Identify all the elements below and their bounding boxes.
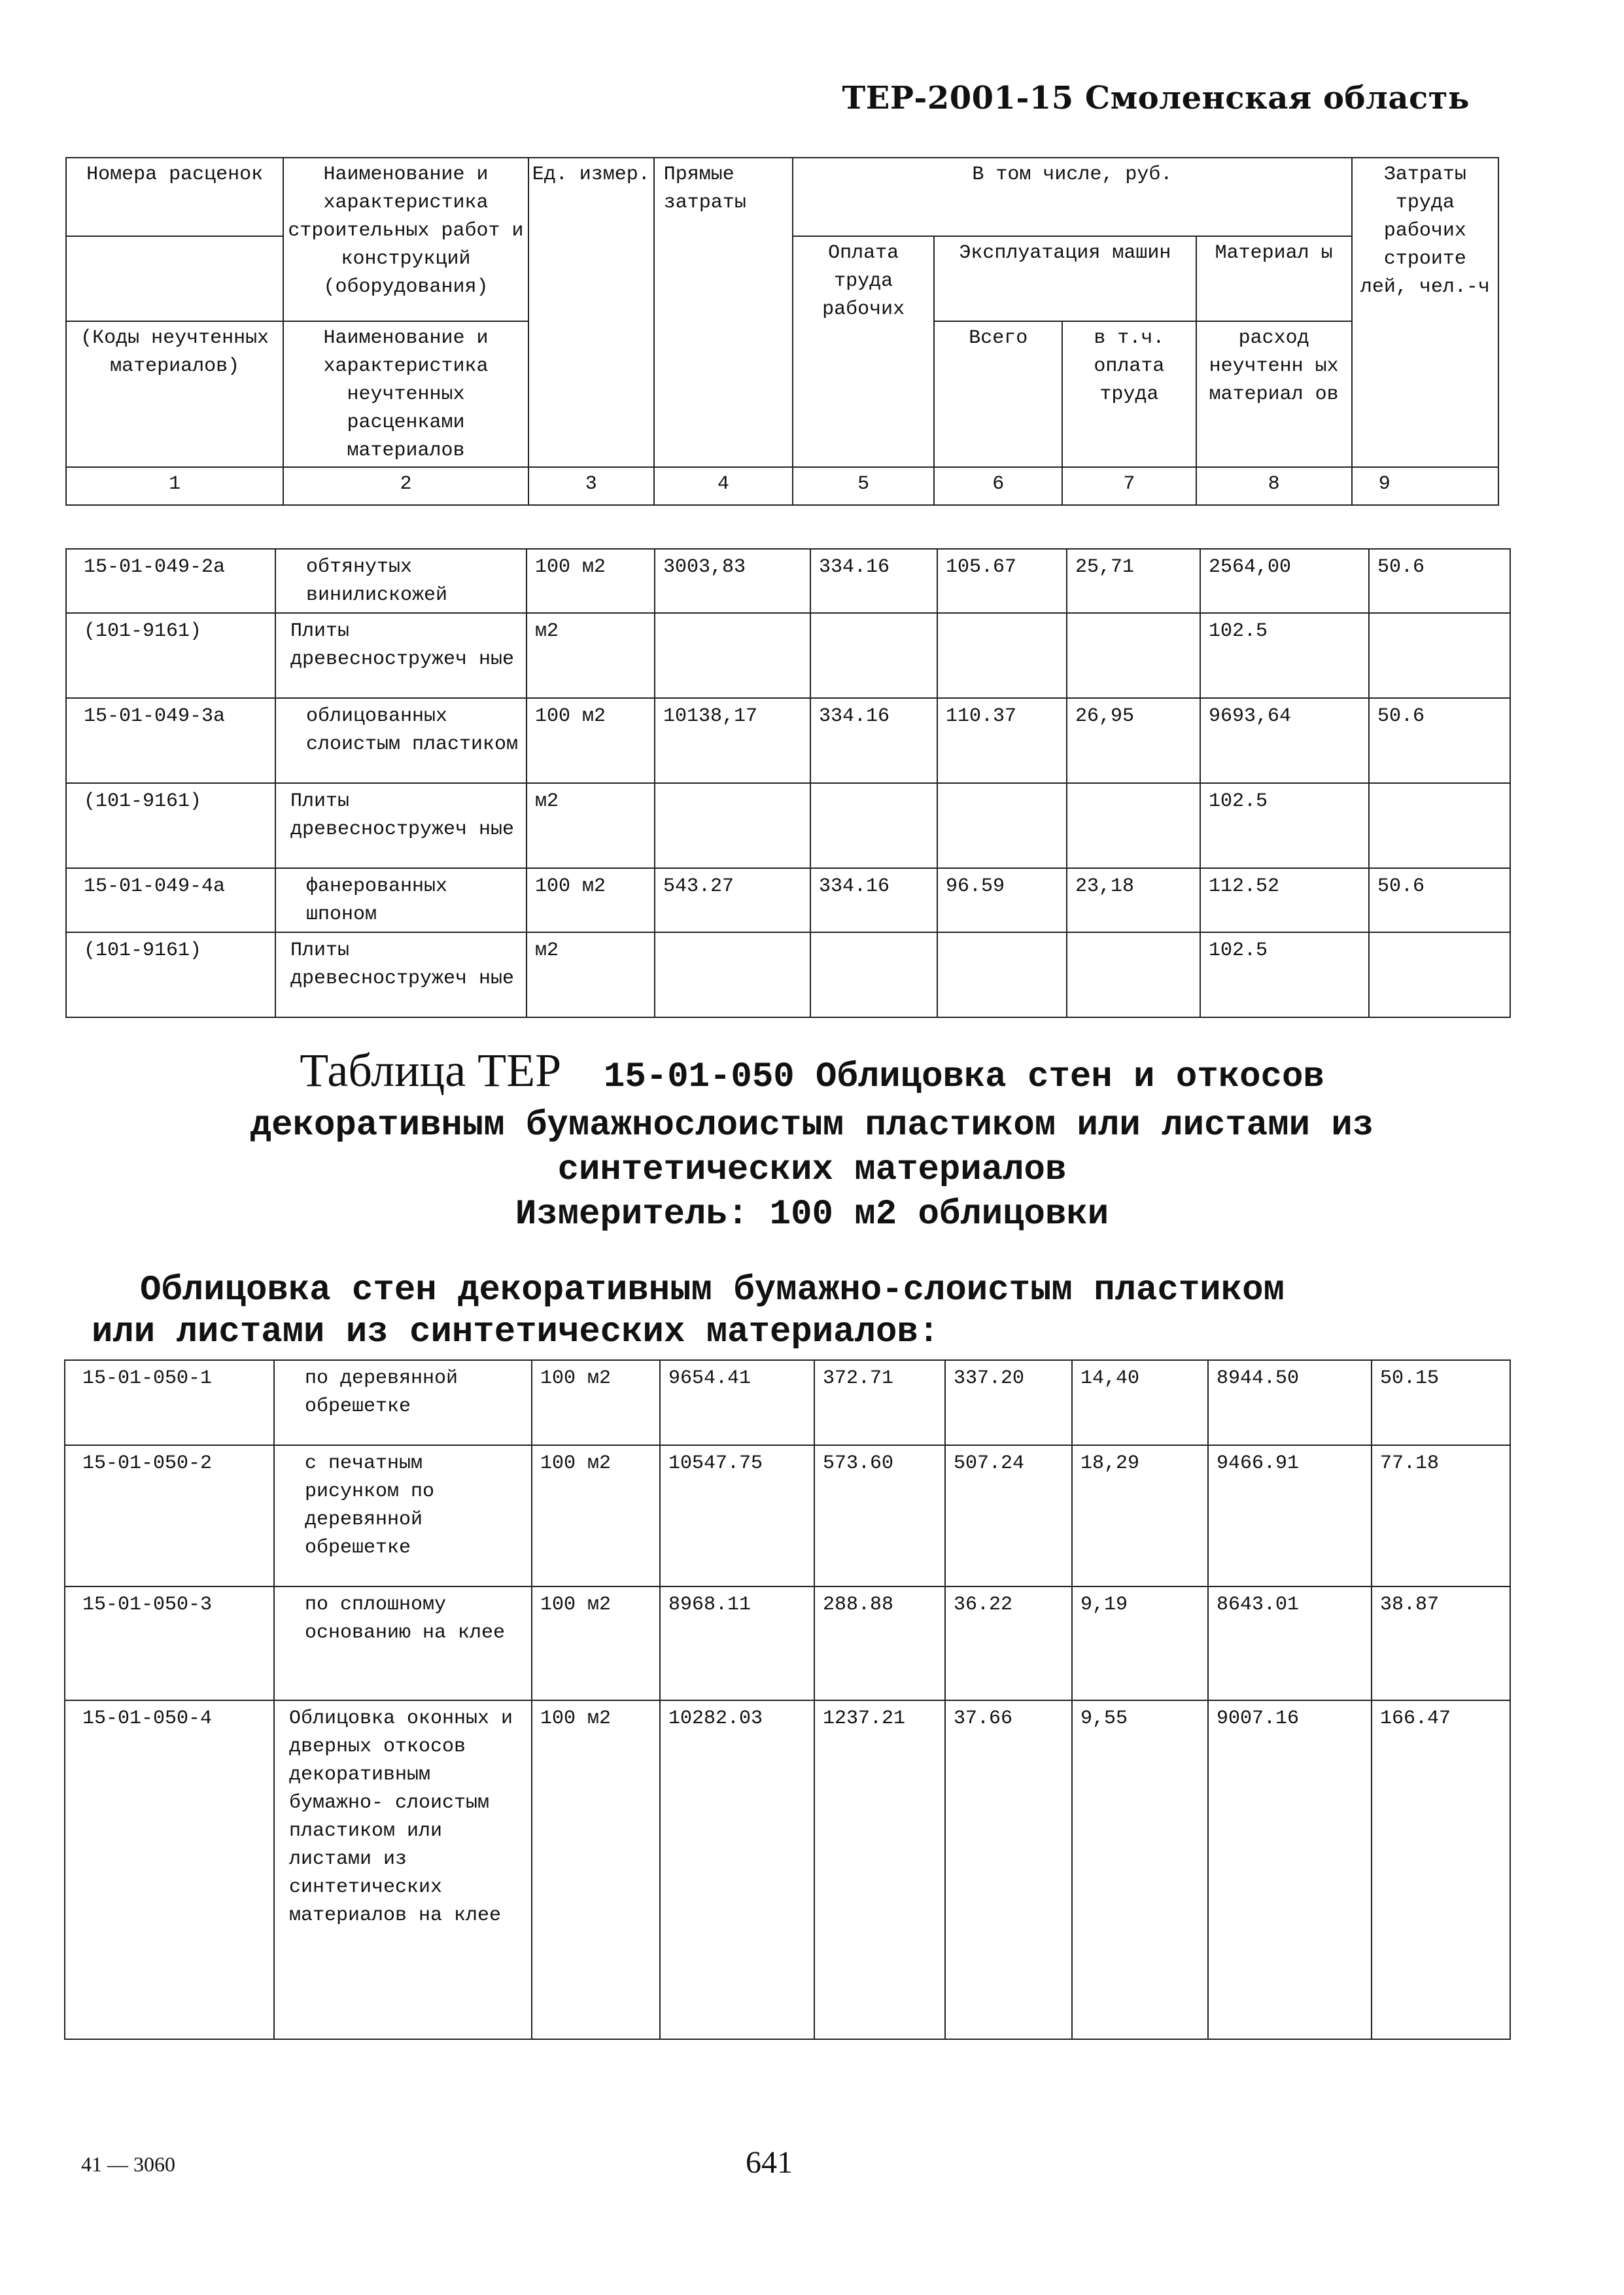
labor-hours: 50.15: [1372, 1360, 1510, 1445]
materials: 8643.01: [1208, 1586, 1372, 1700]
header-rate-number: Номера расценок: [66, 158, 283, 236]
machine-labor: 18,29: [1072, 1445, 1208, 1586]
machine-labor: [1067, 613, 1200, 698]
work-name: по деревянной обрешетке: [274, 1360, 532, 1445]
worker-pay: 573.60: [814, 1445, 945, 1586]
direct-costs: 10282.03: [660, 1700, 814, 2039]
work-name: облицованных слоистым пластиком: [275, 698, 527, 783]
unit: 100 м2: [532, 1445, 660, 1586]
material-name: Плиты древесностружеч ные: [275, 613, 527, 698]
header-direct-costs: Прямые затраты: [654, 158, 793, 467]
materials: 2564,00: [1200, 549, 1369, 613]
machine-total: 36.22: [945, 1586, 1072, 1700]
work-name: обтянутых винилискожей: [275, 549, 527, 613]
direct-costs: 3003,83: [655, 549, 810, 613]
machine-labor: 9,55: [1072, 1700, 1208, 2039]
header-labor-hours: Затраты труда рабочих строите лей, чел.-ч: [1352, 158, 1498, 467]
labor-hours: 166.47: [1372, 1700, 1510, 2039]
labor-hours: 50.6: [1369, 698, 1510, 783]
material-name: Плиты древесностружеч ные: [275, 783, 527, 868]
labor-hours: [1369, 613, 1510, 698]
table-row: [66, 932, 1510, 1017]
material-usage: 102.5: [1200, 783, 1369, 868]
machine-labor: 14,40: [1072, 1360, 1208, 1445]
running-head: ТЕР-2001-15 Смоленская область: [842, 80, 1470, 116]
machine-total: [937, 932, 1067, 1017]
materials: 8944.50: [1208, 1360, 1372, 1445]
header-col-number: 6: [934, 467, 1062, 505]
labor-hours: [1369, 932, 1510, 1017]
unit: 100 м2: [527, 549, 655, 613]
work-name: Облицовка оконных и дверных откосов декоративным бумажно- слоистым пластиком или листами из синтетических материалов на клее: [274, 1700, 532, 2039]
labor-hours: [1369, 783, 1510, 868]
header-material-usage: расход неучтенн ых материал ов: [1196, 321, 1352, 467]
machine-total: 507.24: [945, 1445, 1072, 1586]
table-title-block: [0, 1044, 1624, 1237]
header-col-number: 1: [66, 467, 283, 505]
machine-total: [937, 783, 1067, 868]
section-title-line-1: Облицовка стен декоративным бумажно-слоистым пластиком: [140, 1270, 1285, 1310]
direct-costs: 8968.11: [660, 1586, 814, 1700]
table-measure: Измеритель: 100 м2 облицовки: [515, 1195, 1109, 1235]
direct-costs: 543.27: [655, 868, 810, 932]
unit: 100 м2: [532, 1586, 660, 1700]
table-title-text: 15-01-050 Облицовка стен и откосов: [603, 1057, 1324, 1097]
unit: м2: [527, 932, 655, 1017]
direct-costs: [655, 932, 810, 1017]
price-table-050: [64, 1359, 1511, 2040]
header-col-number: 7: [1062, 467, 1196, 505]
table-row: [65, 1586, 1510, 1700]
direct-costs: 9654.41: [660, 1360, 814, 1445]
worker-pay: [810, 783, 937, 868]
rate-code: 15-01-050-4: [65, 1700, 274, 2039]
table-row: [66, 868, 1510, 932]
work-name: фанерованных шпоном: [275, 868, 527, 932]
worker-pay: 288.88: [814, 1586, 945, 1700]
machine-total: 96.59: [937, 868, 1067, 932]
material-code: (101-9161): [66, 613, 275, 698]
direct-costs: 10138,17: [655, 698, 810, 783]
machine-labor: 26,95: [1067, 698, 1200, 783]
worker-pay: 334.16: [810, 868, 937, 932]
header-blank: [66, 236, 283, 321]
table-050-body: [65, 1360, 1510, 2039]
material-usage: 102.5: [1200, 613, 1369, 698]
materials: 9693,64: [1200, 698, 1369, 783]
header-col-number: 3: [528, 467, 654, 505]
table-row: [66, 549, 1510, 613]
unit: 100 м2: [527, 868, 655, 932]
header-work-name: Наименование и характеристика строительных работ и конструкций (оборудования): [283, 158, 528, 321]
worker-pay: 372.71: [814, 1360, 945, 1445]
header-col-number: 2: [283, 467, 528, 505]
table-row: [66, 783, 1510, 868]
direct-costs: 10547.75: [660, 1445, 814, 1586]
machine-labor: 25,71: [1067, 549, 1200, 613]
material-code: (101-9161): [66, 932, 275, 1017]
header-col-number: 9: [1352, 467, 1498, 505]
machine-total: [937, 613, 1067, 698]
worker-pay: 334.16: [810, 698, 937, 783]
unit: 100 м2: [532, 1700, 660, 2039]
work-name: с печатным рисунком по деревянной обрешетке: [274, 1445, 532, 1586]
machine-total: 110.37: [937, 698, 1067, 783]
header-col-number: 8: [1196, 467, 1352, 505]
rate-code: 15-01-050-2: [65, 1445, 274, 1586]
machine-labor: 23,18: [1067, 868, 1200, 932]
header-machine-total: Всего: [934, 321, 1062, 467]
labor-hours: 50.6: [1369, 868, 1510, 932]
rate-code: 15-01-049-2а: [66, 549, 275, 613]
worker-pay: 1237.21: [814, 1700, 945, 2039]
labor-hours: 50.6: [1369, 549, 1510, 613]
header-col-number: 5: [793, 467, 934, 505]
table-title-lead: Таблица ТЕР: [300, 1044, 562, 1096]
machine-total: 337.20: [945, 1360, 1072, 1445]
header-unit: Ед. измер.: [528, 158, 654, 467]
material-usage: 102.5: [1200, 932, 1369, 1017]
machine-labor: [1067, 783, 1200, 868]
sheet-number: 41 — 3060: [81, 2152, 175, 2176]
unit: м2: [527, 783, 655, 868]
unit: 100 м2: [527, 698, 655, 783]
worker-pay: 334.16: [810, 549, 937, 613]
machine-labor: 9,19: [1072, 1586, 1208, 1700]
header-col-number: 4: [654, 467, 793, 505]
header-machine-labor: в т.ч. оплата труда: [1062, 321, 1196, 467]
direct-costs: [655, 613, 810, 698]
table-title-line-1: [0, 1044, 1624, 1104]
header-material-codes: (Коды неучтенных материалов): [66, 321, 283, 467]
machine-labor: [1067, 932, 1200, 1017]
section-title-line-2: или листами из синтетических материалов:: [92, 1312, 940, 1352]
materials: 112.52: [1200, 868, 1369, 932]
rate-code: 15-01-049-4а: [66, 868, 275, 932]
material-code: (101-9161): [66, 783, 275, 868]
labor-hours: 38.87: [1372, 1586, 1510, 1700]
rate-code: 15-01-050-1: [65, 1360, 274, 1445]
work-name: по сплошному основанию на клее: [274, 1586, 532, 1700]
rate-code: 15-01-050-3: [65, 1586, 274, 1700]
table-row: [66, 613, 1510, 698]
table-row: [65, 1700, 1510, 2039]
header-worker-pay: Оплата труда рабочих: [793, 236, 934, 467]
labor-hours: 77.18: [1372, 1445, 1510, 1586]
header-including-group: В том числе, руб.: [793, 158, 1352, 236]
unit: 100 м2: [532, 1360, 660, 1445]
table-049-body: [66, 549, 1510, 1017]
materials: 9007.16: [1208, 1700, 1372, 2039]
machine-total: 37.66: [945, 1700, 1072, 2039]
price-table-049: [65, 548, 1511, 1018]
column-header-table: [65, 157, 1499, 506]
materials: 9466.91: [1208, 1445, 1372, 1586]
page-number: 641: [746, 2145, 793, 2180]
table-row: [66, 698, 1510, 783]
direct-costs: [655, 783, 810, 868]
header-machine-operation: Эксплуатация машин: [934, 236, 1196, 321]
table-title-line-2: декоративным бумажнослоистым пластиком или листами из: [250, 1106, 1374, 1146]
machine-total: 105.67: [937, 549, 1067, 613]
table-row: [65, 1360, 1510, 1445]
table-title-line-3: синтетических материалов: [557, 1150, 1067, 1190]
table-row: [65, 1445, 1510, 1586]
header-material-name: Наименование и характеристика неучтенных расценками материалов: [283, 321, 528, 467]
header-materials: Материал ы: [1196, 236, 1352, 321]
worker-pay: [810, 613, 937, 698]
rate-code: 15-01-049-3а: [66, 698, 275, 783]
material-name: Плиты древесностружеч ные: [275, 932, 527, 1017]
worker-pay: [810, 932, 937, 1017]
unit: м2: [527, 613, 655, 698]
